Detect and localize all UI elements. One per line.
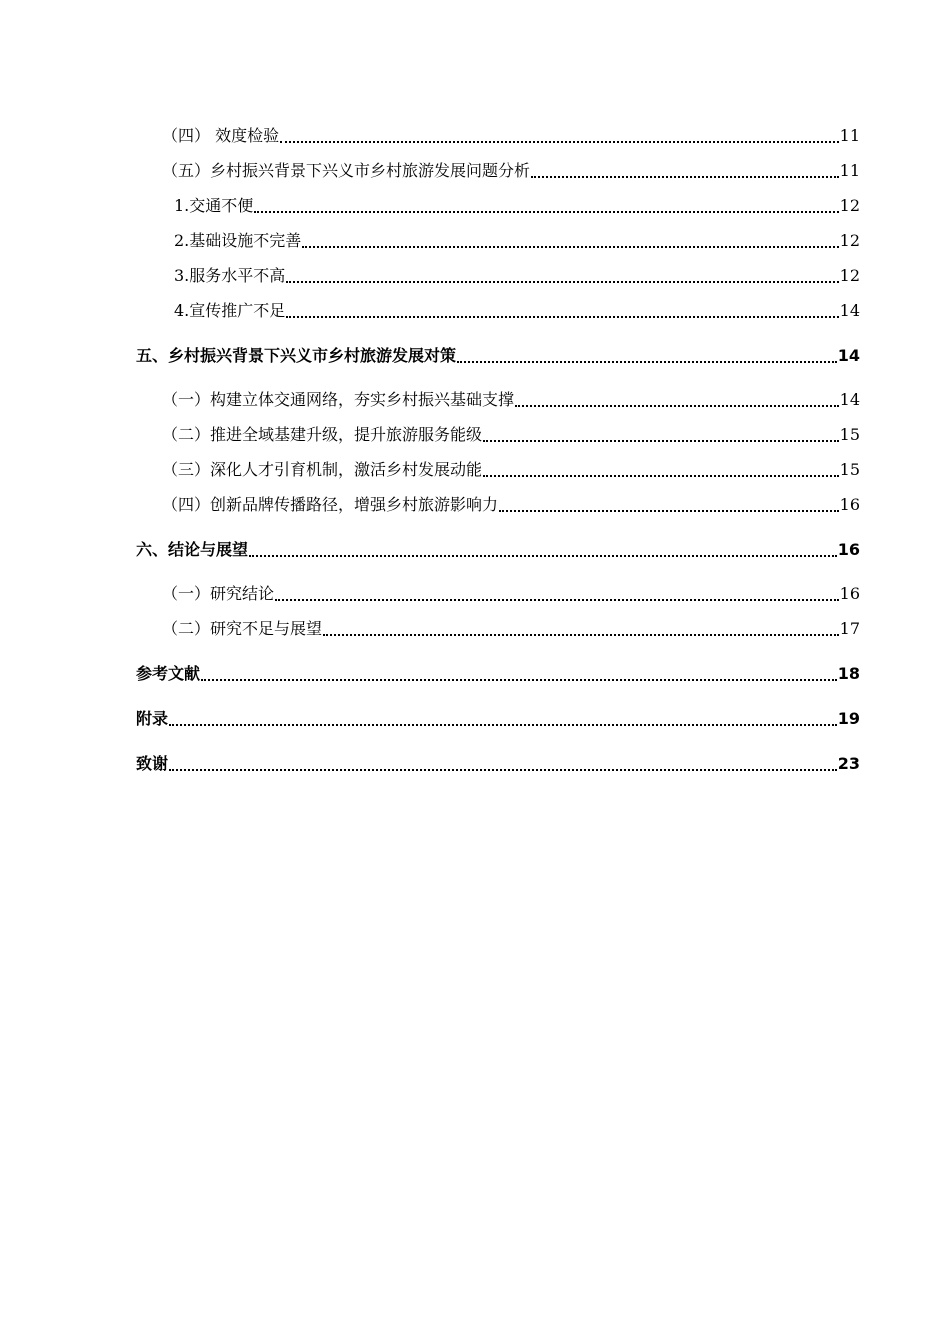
toc-entry[interactable] [136,452,860,487]
toc-entry[interactable] [136,487,860,522]
toc-entry[interactable] [136,293,860,328]
toc-page-number: 15 [839,460,860,479]
toc-leader-dots [275,599,839,601]
toc-entry-label: （三）深化人才引育机制，激活乡村发展动能 [162,460,483,479]
toc-leader-dots [531,176,839,178]
toc-page-number: 18 [837,664,860,683]
toc-page-number: 11 [839,161,860,180]
toc-page-number: 14 [837,346,860,365]
toc-page-number: 16 [839,495,860,514]
toc-chapter-entry[interactable] [136,338,860,373]
toc-entry-label: 1.交通不便 [174,196,254,215]
toc-entry[interactable] [136,382,860,417]
toc-leader-dots [286,316,838,318]
toc-entry-label: （五）乡村振兴背景下兴义市乡村旅游发展问题分析 [162,161,531,180]
toc-leader-dots [169,769,837,771]
toc-chapter-entry[interactable] [136,656,860,691]
toc-chapter-entry[interactable] [136,701,860,736]
toc-leader-dots [286,281,838,283]
toc-leader-dots [201,679,837,681]
toc-chapter-entry[interactable] [136,532,860,567]
toc-entry-label: （一）构建立体交通网络，夯实乡村振兴基础支撑 [162,390,515,409]
toc-page-number: 14 [839,301,860,320]
toc-entry-label: 五、乡村振兴背景下兴义市乡村旅游发展对策 [136,346,457,365]
toc-page-number: 16 [839,584,860,603]
toc-leader-dots [169,724,837,726]
toc-entry-label: 2.基础设施不完善 [174,231,302,250]
toc-leader-dots [457,361,837,363]
toc-page-number: 11 [839,126,860,145]
toc-entry[interactable] [136,153,860,188]
toc-entry-label: 4.宣传推广不足 [174,301,286,320]
toc-page-number: 16 [837,540,860,559]
toc-entry[interactable] [136,223,860,258]
toc-leader-dots [499,510,839,512]
toc-page-number: 12 [839,231,860,250]
toc-leader-dots [483,475,839,477]
toc-entry[interactable] [136,611,860,646]
toc-page-number: 23 [837,754,860,773]
toc-page-number: 15 [839,425,860,444]
toc-page-number: 14 [839,390,860,409]
toc-entry[interactable] [136,188,860,223]
toc-leader-dots [483,440,839,442]
toc-entry-label: 参考文献 [136,664,201,683]
toc-leader-dots [280,141,839,143]
toc-entry[interactable] [136,417,860,452]
toc-entry-label: （二）推进全域基建升级，提升旅游服务能级 [162,425,483,444]
toc-entry-label: （四） 效度检验 [162,126,280,145]
toc-entry-label: （一）研究结论 [162,584,275,603]
table-of-contents [136,118,860,781]
toc-entry-label: 附录 [136,709,169,728]
toc-page-number: 17 [839,619,860,638]
toc-leader-dots [249,555,837,557]
toc-page-number: 12 [839,266,860,285]
toc-page-number: 19 [837,709,860,728]
toc-chapter-entry[interactable] [136,746,860,781]
toc-entry-label: 六、结论与展望 [136,540,249,559]
toc-page-number: 12 [839,196,860,215]
toc-entry-label: 3.服务水平不高 [174,266,286,285]
toc-entry[interactable] [136,258,860,293]
toc-entry[interactable] [136,576,860,611]
toc-entry[interactable] [136,118,860,153]
toc-leader-dots [302,246,838,248]
toc-entry-label: （二）研究不足与展望 [162,619,323,638]
toc-entry-label: （四）创新品牌传播路径，增强乡村旅游影响力 [162,495,499,514]
toc-leader-dots [515,405,839,407]
toc-leader-dots [323,634,839,636]
toc-leader-dots [254,211,838,213]
toc-entry-label: 致谢 [136,754,169,773]
